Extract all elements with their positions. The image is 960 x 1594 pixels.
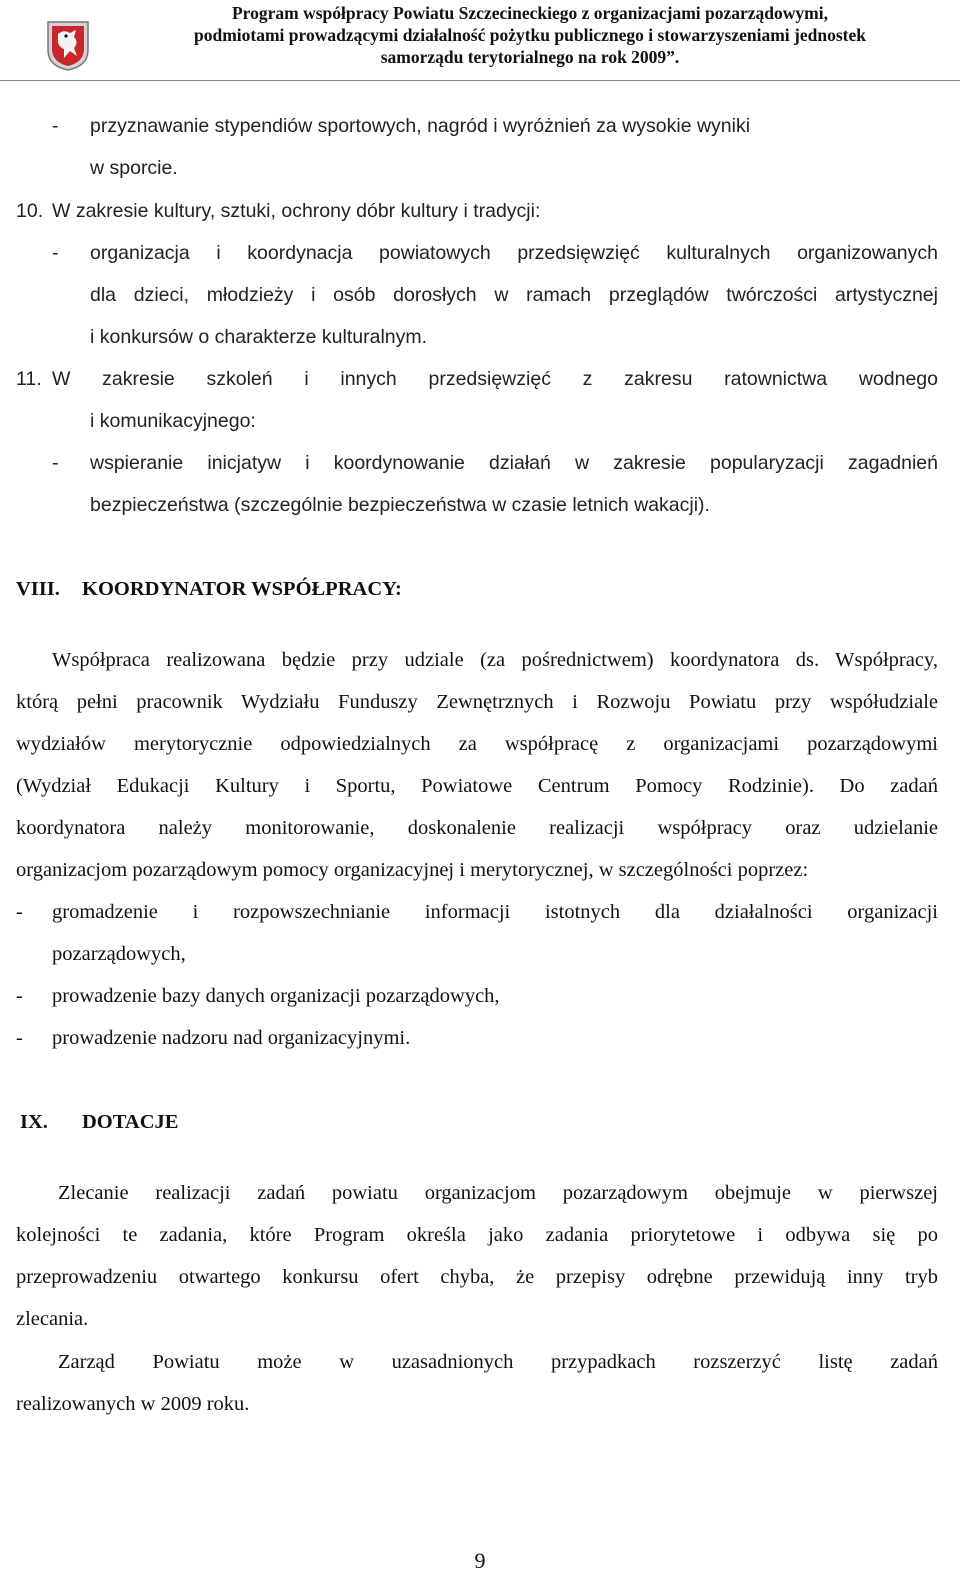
- list-item-text: prowadzenie bazy danych organizacji pozarządowych,: [52, 985, 500, 1007]
- section-number: IX.: [20, 1111, 48, 1133]
- list-dash: -: [52, 115, 59, 137]
- header-line-3: samorządu terytorialnego na rok 2009”.: [380, 47, 680, 67]
- list-item-text: prowadzenie nadzoru nad organizacyjnymi.: [52, 1027, 411, 1049]
- paragraph-line: Zarząd Powiatu może w uzasadnionych przypadkach rozszerzyć listę zadań: [58, 1351, 938, 1373]
- paragraph-line: realizowanych w 2009 roku.: [16, 1393, 250, 1415]
- page-header: [0, 0, 960, 80]
- list-item-text: wspieranie inicjatyw i koordynowanie działań w zakresie popularyzacji zagadnień: [90, 452, 938, 474]
- section-number: VIII.: [16, 578, 60, 600]
- list-item-text: pozarządowych,: [52, 943, 186, 965]
- list-item-text: bezpieczeństwa (szczególnie bezpieczeństwa w czasie letnich wakacji).: [90, 494, 710, 516]
- list-item-text: organizacja i koordynacja powiatowych przedsięwzięć kulturalnych organizowanych: [90, 242, 938, 264]
- list-item-text: przyznawanie stypendiów sportowych, nagród i wyróżnień za wysokie wyniki: [90, 115, 751, 137]
- paragraph-line: zlecania.: [16, 1308, 89, 1330]
- list-dash: -: [16, 901, 23, 923]
- list-dash: -: [52, 242, 59, 264]
- paragraph-line: (Wydział Edukacji Kultury i Sportu, Powiatowe Centrum Pomocy Rodzinie). Do zadań: [16, 775, 938, 797]
- paragraph-line: kolejności te zadania, które Program określa jako zadania priorytetowe i odbywa się po: [16, 1224, 938, 1246]
- paragraph-heading: W zakresie kultury, sztuki, ochrony dóbr kultury i tradycji:: [52, 200, 541, 222]
- list-item-text: gromadzenie i rozpowszechnianie informacji istotnych dla działalności organizacji: [52, 901, 938, 923]
- header-divider: [0, 80, 960, 81]
- paragraph-line: organizacjom pozarządowym pomocy organizacyjnej i merytorycznej, w szczególności poprzez:: [16, 859, 809, 881]
- paragraph-heading: W zakresie szkoleń i innych przedsięwzięć z zakresu ratownictwa wodnego: [52, 368, 938, 390]
- list-item-text: dla dzieci, młodzieży i osób dorosłych w ramach przeglądów twórczości artystycznej: [90, 284, 938, 306]
- section-title: DOTACJE: [82, 1111, 179, 1133]
- list-dash: -: [16, 1027, 23, 1049]
- paragraph-line: którą pełni pracownik Wydziału Funduszy Zewnętrznych i Rozwoju Powiatu przy współudziale: [16, 691, 938, 713]
- paragraph-number: 10.: [16, 200, 44, 222]
- paragraph-line: koordynatora należy monitorowanie, doskonalenie realizacji współpracy oraz udzielanie: [16, 817, 938, 839]
- section-title: KOORDYNATOR WSPÓŁPRACY:: [82, 578, 402, 600]
- paragraph-line: wydziałów merytorycznie odpowiedzialnych za współpracę z organizacjami pozarządowymi: [16, 733, 938, 755]
- paragraph-line: Zlecanie realizacji zadań powiatu organizacjom pozarządowym obejmuje w pierwszej: [58, 1182, 938, 1204]
- list-dash: -: [16, 985, 23, 1007]
- header-line-2: podmiotami prowadzącymi działalność pożytku publicznego i stowarzyszeniami jednostek: [194, 25, 866, 45]
- page-number: 9: [474, 1548, 486, 1573]
- list-item-text: i konkursów o charakterze kulturalnym.: [90, 326, 428, 348]
- paragraph-line: przeprowadzeniu otwartego konkursu ofert chyba, że przepisy odrębne przewidują inny tryb: [16, 1266, 938, 1288]
- coat-of-arms-icon: [46, 20, 90, 72]
- list-dash: -: [52, 452, 59, 474]
- paragraph-heading: i komunikacyjnego:: [90, 410, 256, 432]
- paragraph-line: Współpraca realizowana będzie przy udziale (za pośrednictwem) koordynatora ds. Współpracy,: [52, 649, 938, 671]
- list-item-text: w sporcie.: [90, 157, 178, 179]
- paragraph-number: 11.: [16, 368, 42, 390]
- header-line-1: Program współpracy Powiatu Szczecineckiego z organizacjami pozarządowymi,: [231, 3, 828, 23]
